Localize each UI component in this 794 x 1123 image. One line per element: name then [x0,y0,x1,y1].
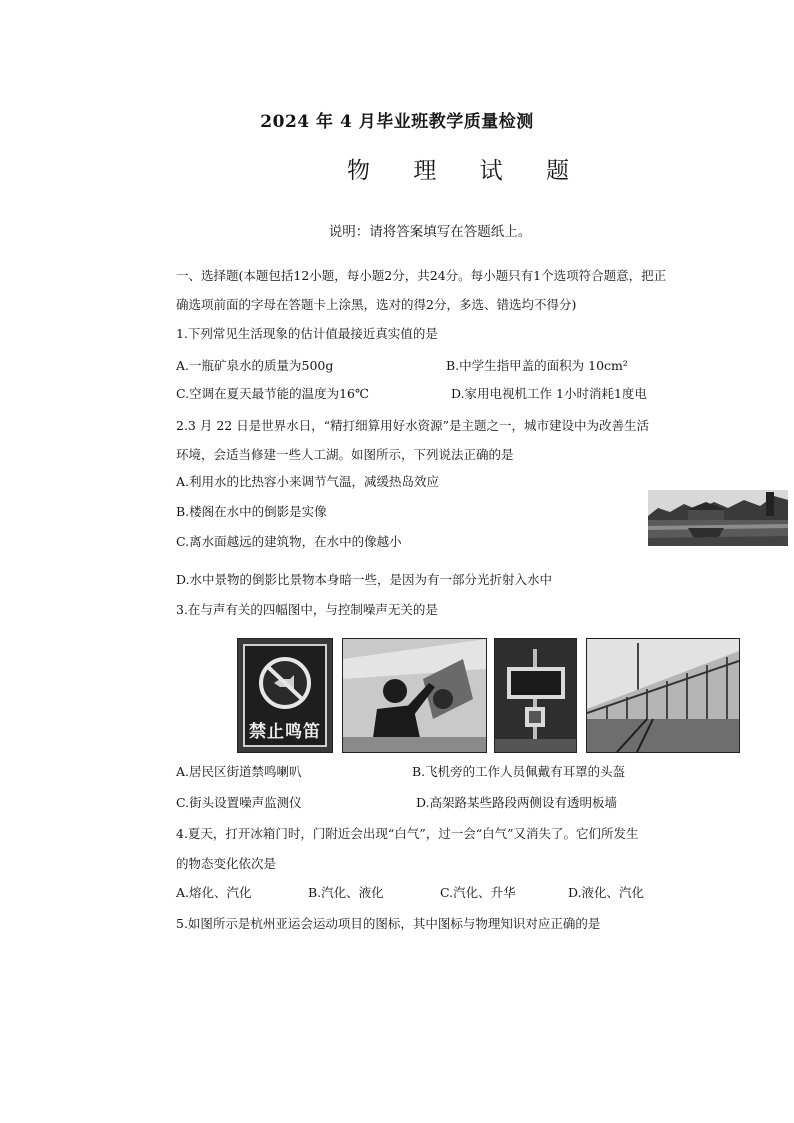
question-3-option-c: C.街头设置噪声监测仪 [176,795,302,810]
question-3-stem: 3.在与声有关的四幅图中，与控制噪声无关的是 [176,602,438,617]
subject-title: 物 理 试 题 [347,158,587,184]
question-3-option-d: D.高架路某些路段两侧设有透明板墙 [416,795,618,810]
question-4-option-d: D.液化、汽化 [568,885,645,900]
exam-title: 2024 年 4 月毕业班教学质量检测 [260,112,534,132]
lake-pavilion-photo [648,490,788,546]
question-4-option-c: C.汽化、升华 [440,885,516,900]
question-1-option-a: A.一瓶矿泉水的质量为500g [176,358,334,373]
no-honking-sign-photo [237,638,333,753]
no-honking-sign-text: 禁止鸣笛 [249,722,321,742]
section-intro-line-1: 一、选择题(本题包括12小题，每小题2分，共24分。每小题只有1个选项符合题意，把正 [176,268,667,283]
question-2-option-c: C.离水面越远的建筑物，在水中的像越小 [176,534,402,549]
question-2-stem-line-1: 2.3 月 22 日是世界水日，“精打细算用好水资源”是主题之一，城市建设中为改善生活 [176,418,649,433]
question-5-stem: 5.如图所示是杭州亚运会运动项目的图标，其中图标与物理知识对应正确的是 [176,916,601,931]
airport-worker-photo [342,638,487,753]
elevated-road-barrier-photo [586,638,740,753]
question-2-option-b: B.楼阁在水中的倒影是实像 [176,504,327,519]
question-3-option-b: B.飞机旁的工作人员佩戴有耳罩的头盔 [412,764,626,779]
question-1-option-b: B.中学生指甲盖的面积为 10cm² [446,358,628,373]
question-2-stem-line-2: 环境，会适当修建一些人工湖。如图所示，下列说法正确的是 [176,447,514,462]
question-1-stem: 1.下列常见生活现象的估计值最接近真实值的是 [176,326,438,341]
question-1-option-d: D.家用电视机工作 1小时消耗1度电 [451,386,647,401]
question-4-stem-line-1: 4.夏天，打开冰箱门时，门附近会出现“白气”，过一会“白气”又消失了。它们所发生 [176,826,639,841]
section-intro-line-2: 确选项前面的字母在答题卡上涂黑，选对的得2分，多选、错选均不得分) [176,297,577,312]
exam-instructions: 说明：请将答案填写在答题纸上。 [328,224,532,240]
question-2-option-a: A.利用水的比热容小来调节气温，减缓热岛效应 [176,474,440,489]
question-4-option-b: B.汽化、液化 [308,885,384,900]
question-2-option-d: D.水中景物的倒影比景物本身暗一些，是因为有一部分光折射入水中 [176,572,553,587]
question-3-option-a: A.居民区街道禁鸣喇叭 [176,764,302,779]
question-4-option-a: A.熔化、汽化 [176,885,252,900]
question-1-option-c: C.空调在夏天最节能的温度为16℃ [176,386,369,401]
question-4-stem-line-2: 的物态变化依次是 [176,856,277,871]
noise-monitor-photo [494,638,577,753]
